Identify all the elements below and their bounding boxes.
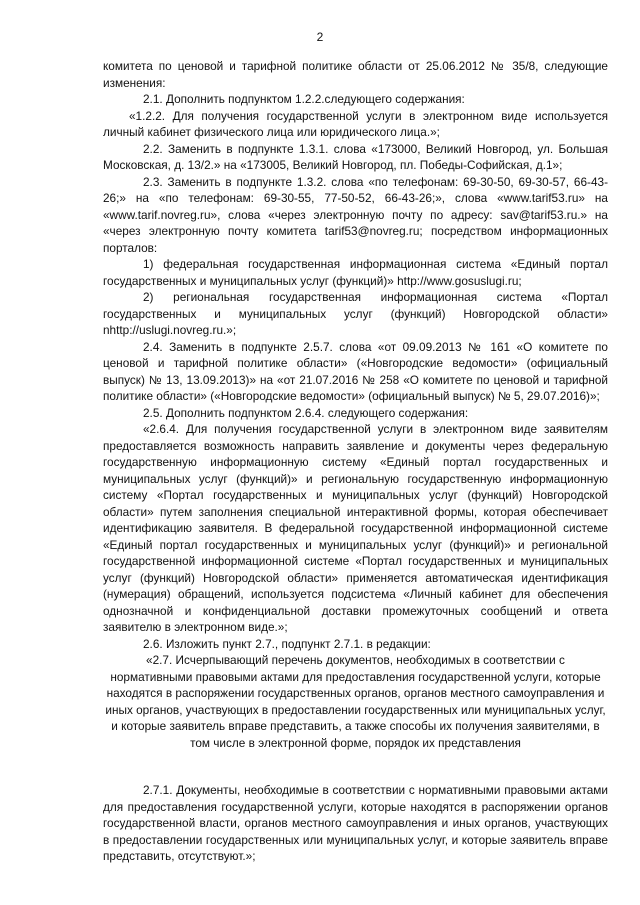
paragraph-2-5: 2.5. Дополнить подпунктом 2.6.4. следующего содержания: [143, 405, 469, 420]
paragraph-portal-1: 1) федеральная государственная информационная система «Единый портал государственных и муниципальных услуг (функций)» http://www.gosuslugi.ru; [103, 257, 608, 288]
paragraph-2-7-1: 2.7.1. Документы, необходимые в соответствии с нормативными правовыми актами для предоставления государственной услуги, которые находятся в распоряжении органов государственной власти, органов местного самоуправления и иных органов, участвующих в предоставлении государственных или муниципальных услуг, и которые заявитель вправе представить, отсутствуют.»; [103, 783, 608, 863]
blank-space [103, 751, 608, 782]
document-body [103, 58, 608, 865]
paragraph-1-2-2: «1.2.2. Для получения государственной услуги в электронном виде используется личный кабинет физического лица или юридического лица.»; [103, 108, 608, 139]
paragraph-2-3: 2.3. Заменить в подпункте 1.3.2. слова «по телефонам: 69-30-50, 69-30-57, 66-43-26;» на «по телефонам: 69-30-55, 77-50-52, 66-43-26;», слова «www.tarif53.ru» на «www.tarif.novreg.ru», слова «через электронную почту по адресу: sav@tarif53.ru.» на «через электронную почту комитета tarif53@novreg.ru; посредством информационных порталов: [103, 174, 608, 255]
paragraph-intro: комитета по ценовой и тарифной политике области от 25.06.2012 № 35/8, следующие изменения: [103, 59, 608, 90]
paragraph-2-4: 2.4. Заменить в подпункте 2.5.7. слова «от 09.09.2013 № 161 «О комитете по ценовой и тарифной политике области» («Новгородские ведомости» (официальный выпуск) № 13, 13.09.2013)» на «от 21.07.2016 № 258 «О комитете по ценовой и тарифной политике области» («Новгородские ведомости» (официальный выпуск) № 5, 29.07.2016)»; [103, 339, 608, 403]
paragraph-2-6-4: «2.6.4. Для получения государственной услуги в электронном виде заявителям предоставляется возможность направить заявление и документы через федеральную государственную информационную систему «Единый портал государственных и муниципальных услуг (функций)» и региональную государственную информационную систему «Портал государственных и муниципальных услуг (функций) Новгородской области» путем заполнения специальной интерактивной формы, которая обеспечивает идентификацию заявителя. В федеральной государственной информационной системе «Единый портал государственных и муниципальных услуг (функций)» и региональной государственной информационной системе «Портал государственных и муниципальных услуг (функций) Новгородской области» применяется автоматическая идентификация (нумерация) обращений, используется подсистема «Личный кабинет для обеспечения однозначной и конфиденциальной доставки промежуточных сообщений и ответа заявителю в электронном виде.»; [103, 422, 608, 634]
paragraph-2-6: 2.6. Изложить пункт 2.7., подпункт 2.7.1. в редакции: [143, 636, 431, 651]
paragraph-2-1: 2.1. Дополнить подпунктом 1.2.2.следующего содержания: [143, 92, 465, 106]
paragraph-2-2: 2.2. Заменить в подпункте 1.3.1. слова «173000, Великий Новгород, ул. Большая Московская, д. 13/2.» на «173005, Великий Новгород, пл. Победы-Софийская, д.1»; [103, 141, 608, 172]
paragraph-portal-2: 2) региональная государственная информационная система «Портал государственных и муниципальных услуг (функций) Новгородской области» nhttp://uslugi.novreg.ru.»; [103, 290, 608, 337]
paragraph-2-7-heading: «2.7. Исчерпывающий перечень документов, необходимых в соответствии с нормативными правовыми актами для предоставления государственной услуги, которые находятся в распоряжении государственных органов, органов местного самоуправления и иных органов, участвующих в предоставлении государственных или муниципальных услуг, и которые заявитель вправе представить, а также способы их получения заявителями, в том числе в электронной форме, порядок их представления [105, 653, 606, 750]
page-number: 2 [316, 30, 324, 44]
